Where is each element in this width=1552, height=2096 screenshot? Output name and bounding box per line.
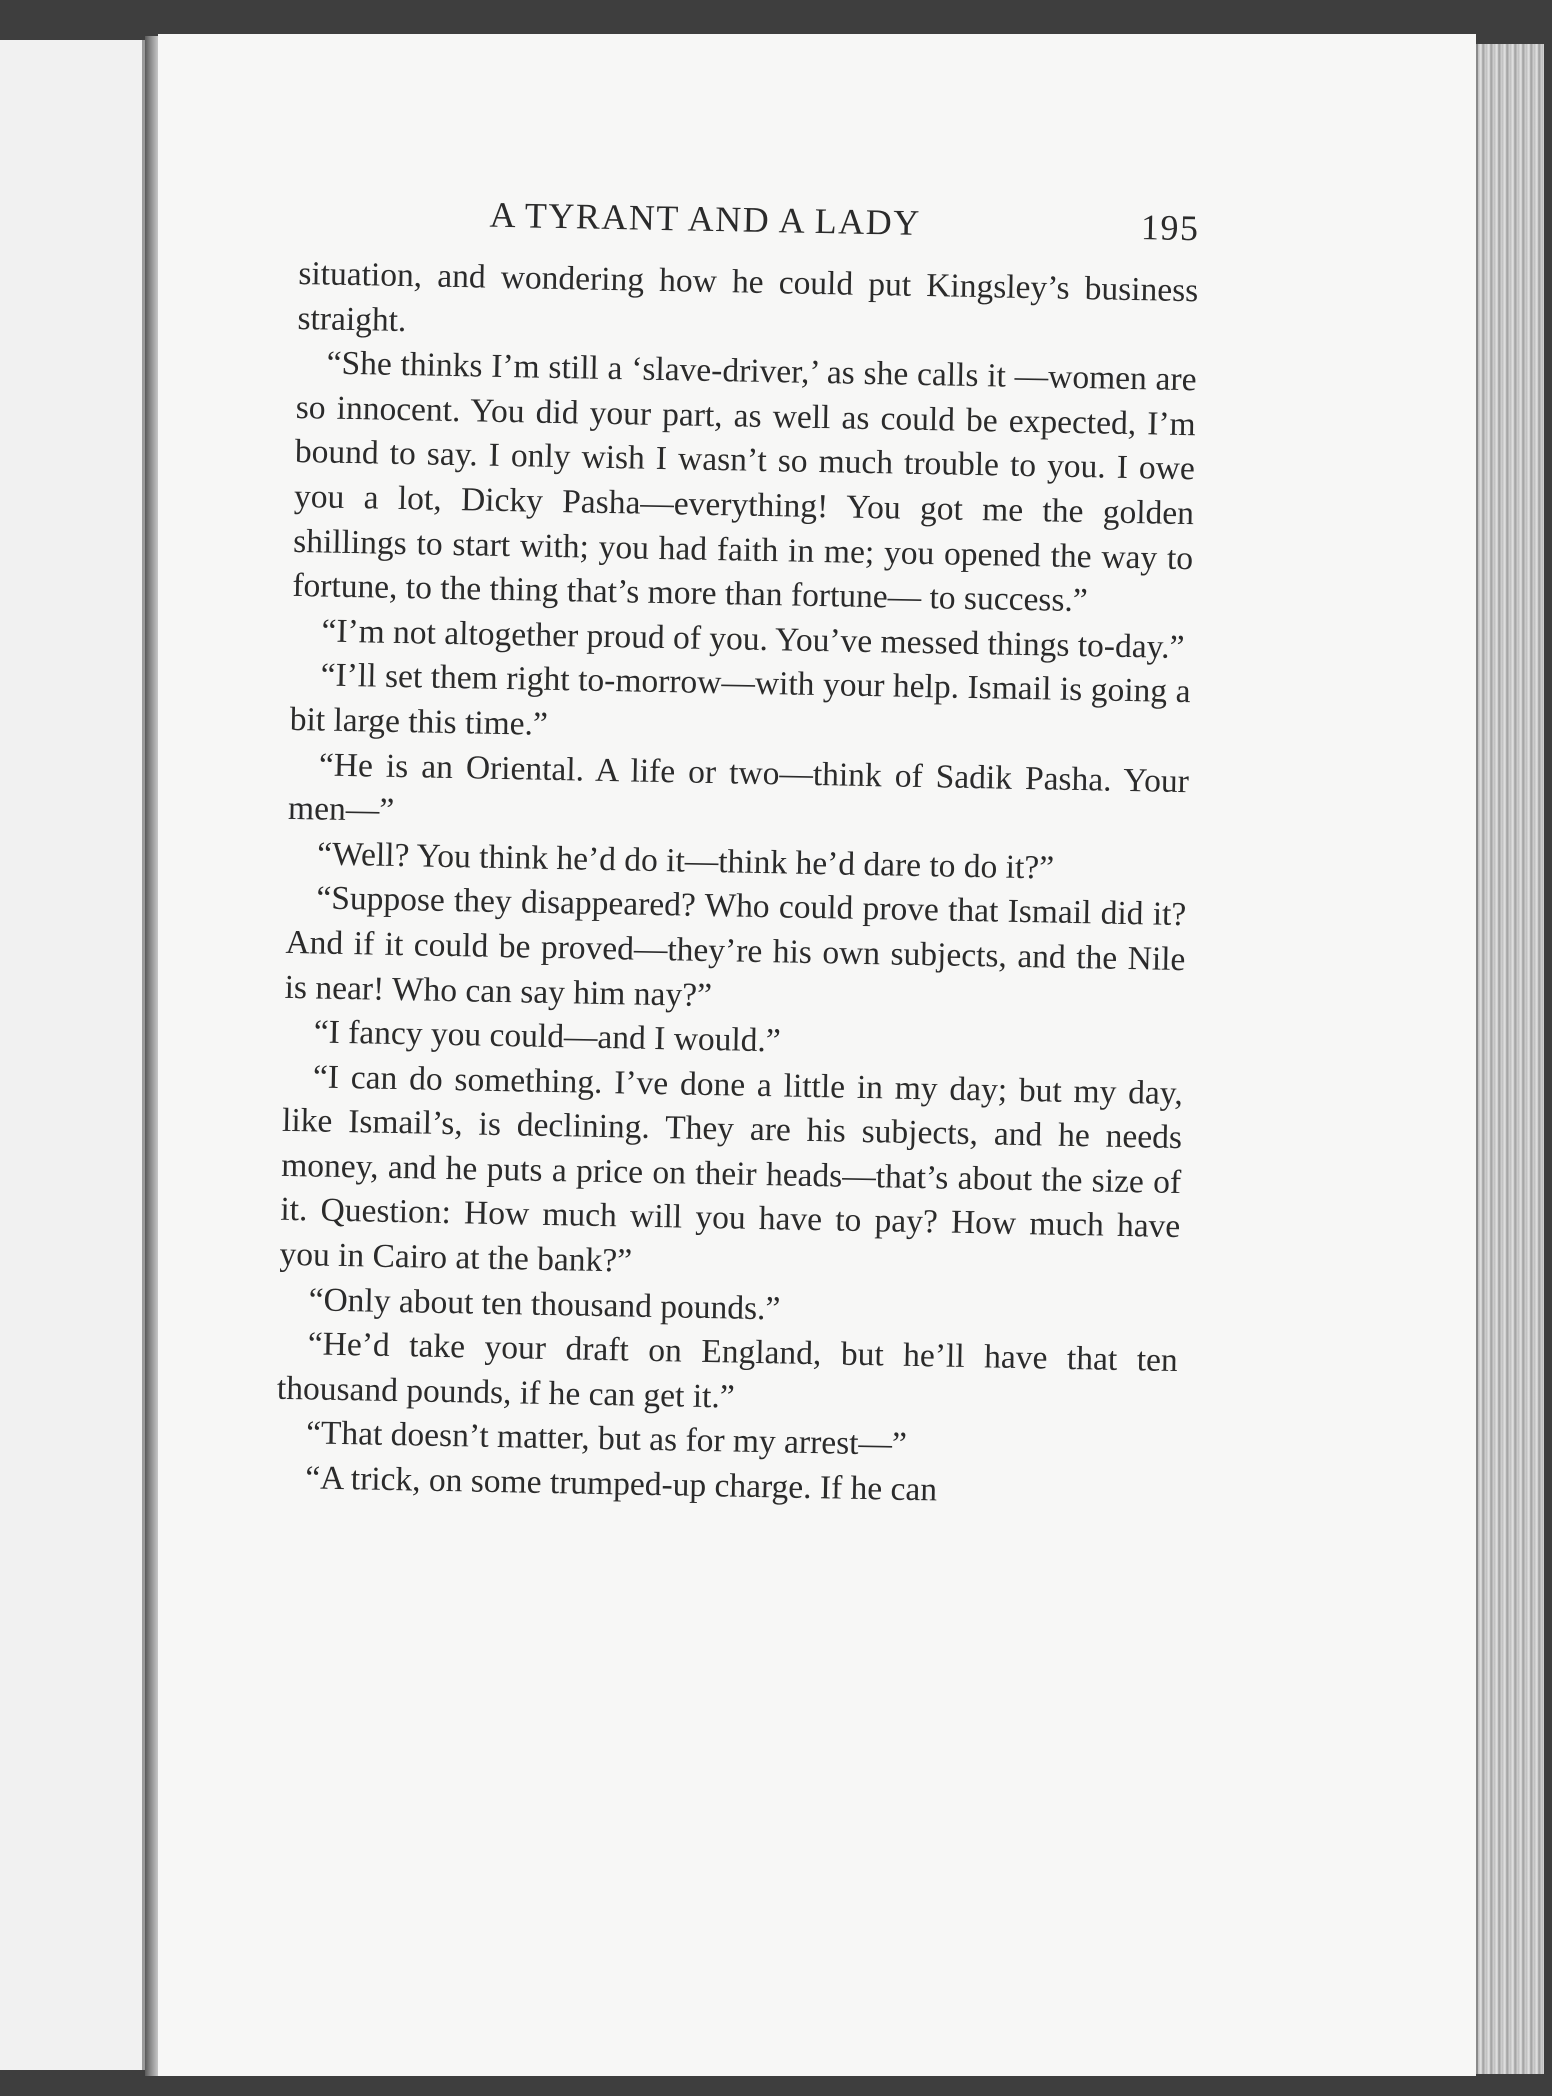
page-number: 195: [1140, 207, 1200, 249]
paragraph: “I’m not altogether proud of you. You’ve messed things to-day.”: [321, 612, 1185, 666]
book-gutter: [145, 36, 159, 2076]
paragraph: “Well? You think he’d do it—think he’d dare to do it?”: [316, 835, 1055, 887]
facing-page-edge: [0, 40, 145, 2070]
paragraph: “I’ll set them right to-morrow—with your help. Ismail is going a bit large this time.”: [289, 656, 1191, 743]
paragraph: “He’d take your draft on England, but he’ll have that ten thousand pounds, if he can get it.”: [276, 1325, 1179, 1416]
paragraph: “He is an Oriental. A life or two—think of Sadik Pasha. Your men—”: [287, 746, 1190, 830]
paragraph: “That doesn’t matter, but as for my arrest—”: [305, 1414, 908, 1464]
paragraph: situation, and wondering how he could put Kingsley’s business straight.: [297, 254, 1199, 339]
paragraph: “Suppose they disappeared? Who could prove that Ismail did it? And if it could be proved—they’re his own subjects, and the Nile is near! Who can say him nay?”: [284, 879, 1187, 1014]
paragraph: “I fancy you could—and I would.”: [313, 1013, 782, 1060]
paragraph: “Only about ten thousand pounds.”: [308, 1281, 781, 1328]
page-text-block: [275, 190, 1200, 1518]
running-head-title: A TYRANT AND A LADY: [489, 194, 922, 243]
paragraph: “I can do something. I’ve done a little in my day; but my day, like Ismail’s, is declining. They are his subjects, and he needs money, and he puts a price on their heads—that’s about the size of it. Question: How much will you have to pay? How much have you in Cairo at the bank?”: [279, 1058, 1184, 1280]
page-edges: [1476, 44, 1544, 2074]
paragraph: “She thinks I’m still a ‘slave-driver,’ as she calls it —women are so innocent. You did your part, as well as could be expected, I’m bound to say. I only wish I wasn’t so much trouble to you. I owe you a lot, Dicky Pasha—everything! You got me the golden shillings to start with; you had faith in me; you opened the way to fortune, to the thing that’s more than fortune— to success.”: [292, 344, 1197, 620]
paragraph: “A trick, on some trumped-up charge. If he can: [304, 1459, 938, 1509]
